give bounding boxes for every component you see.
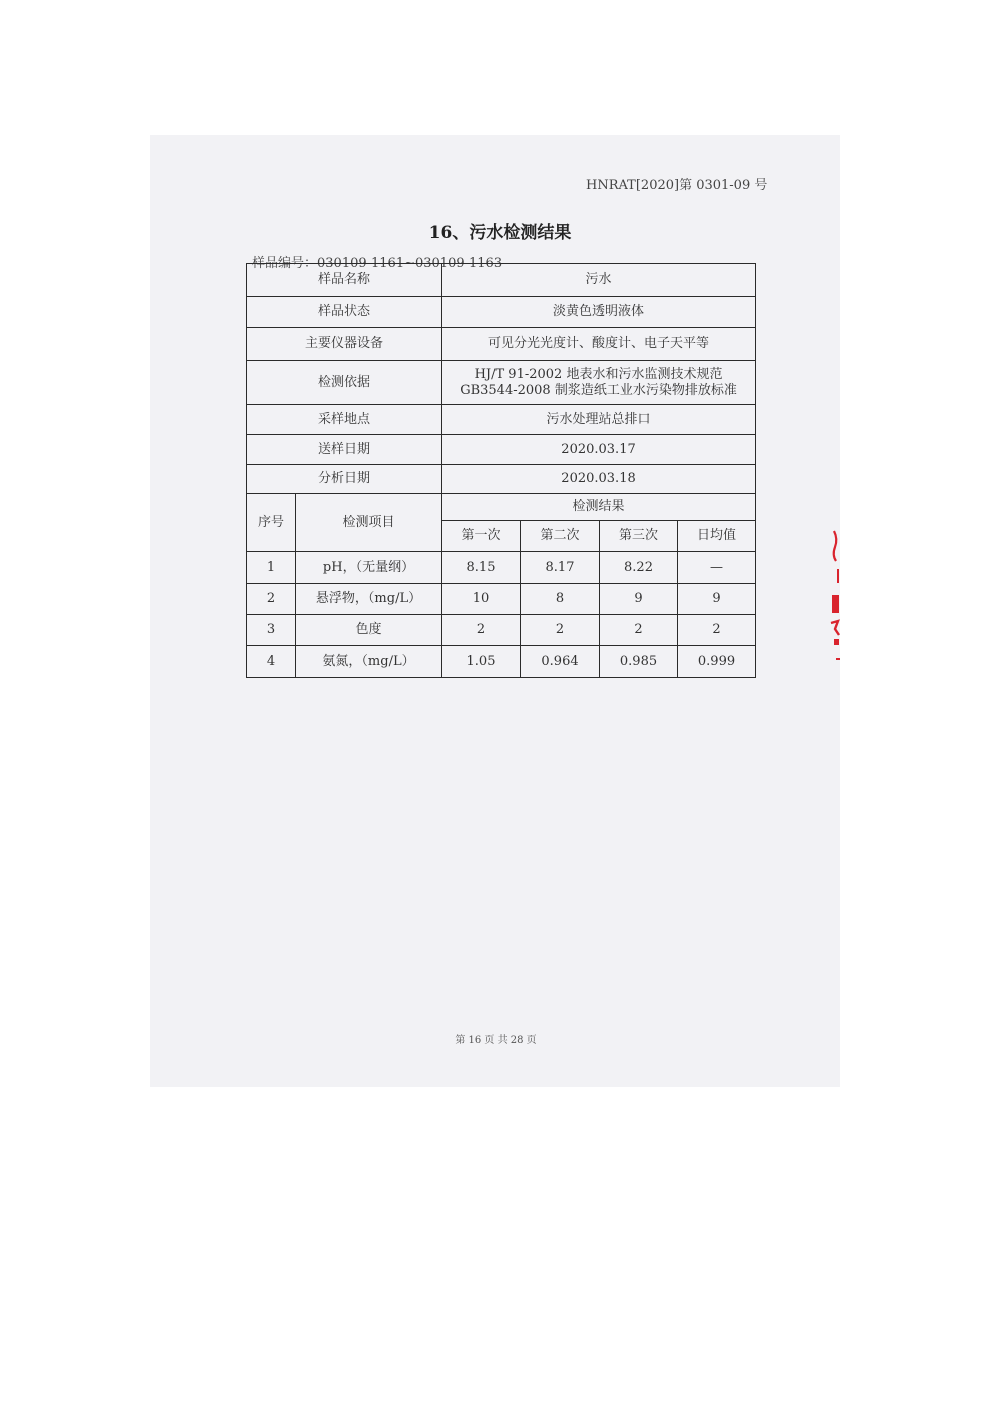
row-value-1: 10 xyxy=(442,584,521,615)
row-value-3: 0.985 xyxy=(600,646,678,678)
seal-stamp-icon xyxy=(826,525,840,670)
page-number: 第 16 页 共 28 页 xyxy=(455,1035,537,1046)
col-third: 第三次 xyxy=(600,521,678,552)
table-row xyxy=(247,615,756,646)
info-value: 可见分光光度计、酸度计、电子天平等 xyxy=(442,328,756,361)
info-value xyxy=(442,361,756,405)
sample-number: 样品编号：030109-1161~030109-1163 xyxy=(252,256,503,271)
row-value-3: 2 xyxy=(600,615,678,646)
row-avg: 0.999 xyxy=(678,646,756,678)
info-value: 淡黄色透明液体 xyxy=(442,297,756,328)
row-avg: 2 xyxy=(678,615,756,646)
row-item: 色度 xyxy=(296,615,442,646)
col-daily-avg: 日均值 xyxy=(678,521,756,552)
row-value-3: 8.22 xyxy=(600,552,678,584)
info-value: 污水 xyxy=(442,264,756,297)
table-row xyxy=(247,646,756,678)
info-value: 2020.03.18 xyxy=(442,465,756,494)
row-avg: — xyxy=(678,552,756,584)
row-value-1: 1.05 xyxy=(442,646,521,678)
info-row-delivery-date xyxy=(247,435,756,465)
info-label: 检测依据 xyxy=(247,361,442,405)
row-item: 氨氮，（mg/L） xyxy=(296,646,442,678)
row-seq: 3 xyxy=(247,615,296,646)
result-table xyxy=(246,263,756,678)
method-line-2: GB3544-2008 制浆造纸工业水污染物排放标准 xyxy=(460,382,737,398)
col-first: 第一次 xyxy=(442,521,521,552)
result-header-row xyxy=(247,494,756,521)
row-item: pH，（无量纲） xyxy=(296,552,442,584)
info-label: 样品名称 xyxy=(247,264,442,297)
info-row-method xyxy=(247,361,756,405)
page-title: 16、污水检测结果 xyxy=(428,223,572,243)
row-value-1: 8.15 xyxy=(442,552,521,584)
row-value-3: 9 xyxy=(600,584,678,615)
info-label: 主要仪器设备 xyxy=(247,328,442,361)
row-value-2: 0.964 xyxy=(521,646,600,678)
info-row-equipment xyxy=(247,328,756,361)
info-label: 采样地点 xyxy=(247,405,442,435)
row-item: 悬浮物，（mg/L） xyxy=(296,584,442,615)
row-avg: 9 xyxy=(678,584,756,615)
info-row-sample-state xyxy=(247,297,756,328)
row-seq: 2 xyxy=(247,584,296,615)
row-seq: 4 xyxy=(247,646,296,678)
report-number: HNRAT[2020]第 0301-09 号 xyxy=(586,178,768,193)
table-row xyxy=(247,552,756,584)
row-value-2: 8 xyxy=(521,584,600,615)
row-value-2: 2 xyxy=(521,615,600,646)
row-value-2: 8.17 xyxy=(521,552,600,584)
item-header: 检测项目 xyxy=(296,494,442,552)
result-header: 检测结果 xyxy=(442,494,756,521)
info-row-analysis-date xyxy=(247,465,756,494)
method-line-1: HJ/T 91-2002 地表水和污水监测技术规范 xyxy=(474,366,723,382)
info-label: 样品状态 xyxy=(247,297,442,328)
info-row-location xyxy=(247,405,756,435)
info-label: 分析日期 xyxy=(247,465,442,494)
info-label: 送样日期 xyxy=(247,435,442,465)
row-value-1: 2 xyxy=(442,615,521,646)
table-row xyxy=(247,584,756,615)
info-row-sample-name xyxy=(247,264,756,297)
row-seq: 1 xyxy=(247,552,296,584)
info-value: 污水处理站总排口 xyxy=(442,405,756,435)
info-value: 2020.03.17 xyxy=(442,435,756,465)
col-second: 第二次 xyxy=(521,521,600,552)
seq-header: 序号 xyxy=(247,494,296,552)
